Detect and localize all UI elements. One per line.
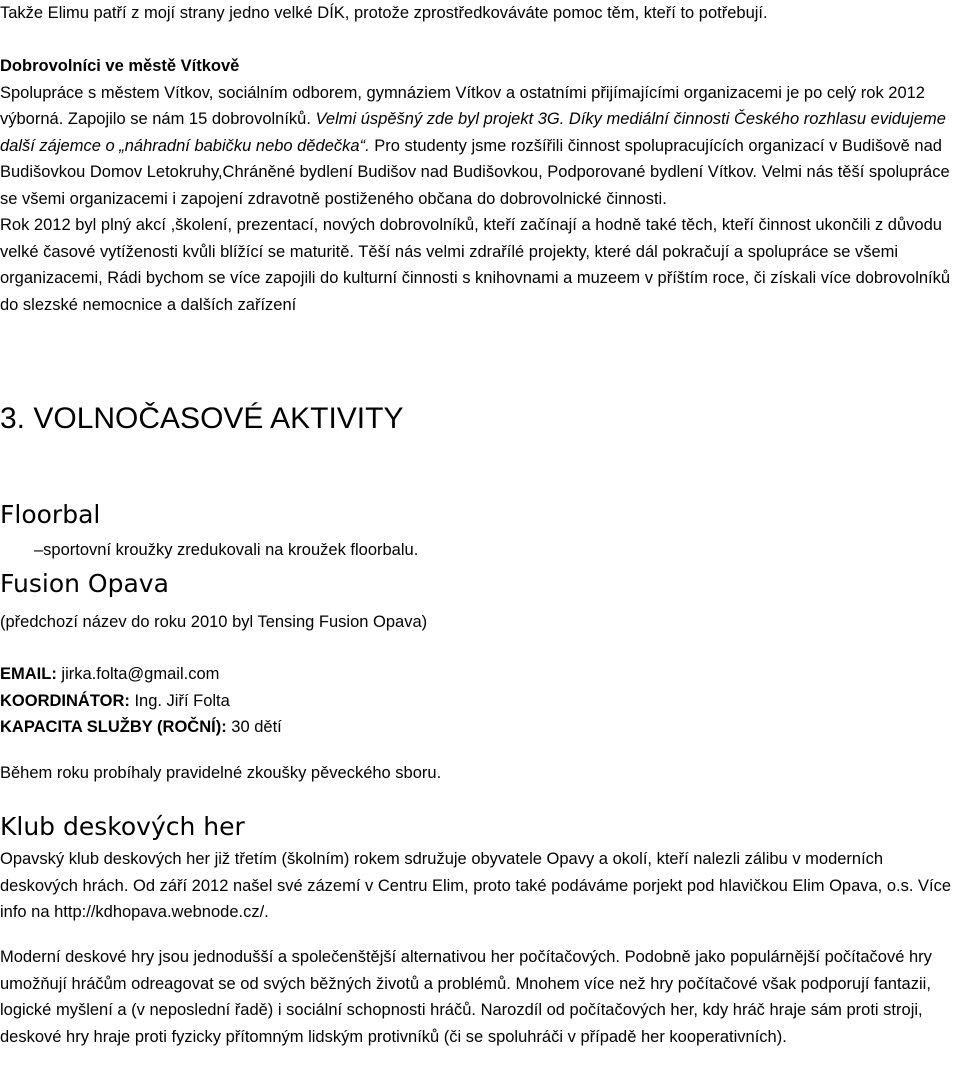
intro-thanks: Takže Elimu patří z mojí strany jedno velké DÍK, protože zprostředkováváte pomoc těm, kteří to potřebují.: [0, 4, 768, 22]
volunteers-text-1: Spolupráce s městem Vítkov, sociálním odborem, gymnáziem Vítkov a ostatními přijímajícími organizacemi je po celý rok 2012 výborná. Zapojilo se nám 15 dobrovolníků.: [0, 83, 925, 128]
floorbal-text: –sportovní kroužky zredukovali na kroužek floorbalu.: [34, 541, 419, 559]
fusion-rehearsals: Během roku probíhaly pravidelné zkoušky pěveckého sboru.: [0, 764, 442, 782]
fusion-email-line: [0, 661, 955, 688]
email-value: jirka.folta@gmail.com: [56, 665, 220, 683]
email-label: EMAIL:: [0, 665, 57, 683]
volunteers-body: [0, 80, 955, 213]
fusion-contact: [0, 661, 955, 741]
capacity-label: KAPACITA SLUŽBY (ROČNÍ):: [0, 718, 227, 736]
floorbal-heading: Floorbal: [0, 500, 101, 529]
klub-paragraph-2: Moderní deskové hry jsou jednodušší a společenštější alternativou her počítačových. Podobně jako populárnější počítačové hry umožňují hráčům odreagovat se od svých běžných životů a problémů. Mnohem více než hry počítačové však podporují fantazii, logické myšlení a (v neposlední řadě) i sociální schopnosti hráčů. Narozdíl od počítačových her, kdy hráč hraje sám proti stroji, deskové hry hraje proti fyzicky přítomným lidským protivníků (či se spoluhráči v případě her kooperativních).: [0, 948, 932, 1046]
fusion-heading: Fusion Opava: [0, 569, 169, 598]
klub-heading: Klub deskových her: [0, 812, 245, 841]
volunteers-section: [0, 53, 955, 318]
volunteers-heading: Dobrovolníci ve městě Vítkově: [0, 57, 240, 75]
volunteers-text-3: Pro studenty jsme rozšířili činnost spolupracujících organizací v Budišově nad Budišovkou Domov Letokruhy,Chráněné bydlení Budišov nad Budišovkou, Podporované bydlení Vítkov. Velmi nás těší spolupráce se všemi organizacemi i zapojení zdravotně postiženého občana do dobrovolnické činnosti.: [0, 136, 950, 208]
volunteers-year-summary: Rok 2012 byl plný akcí ,školení, prezentací, nových dobrovolníků, kteří začínají a hodně také těch, kteří činnost ukončili z důvodu velké časové vytíženosti kvůli blížící se maturitě. Těší nás velmi zdrařílé projekty, které dál pokračují a spolupráce se všemi organizacemi, Rádi bychom se více zapojili do kulturní činnosti s knihovnami a muzeem v příštím roce, či získali více dobrovolníků do slezské nemocnice a dalších zařízení: [0, 216, 951, 314]
coordinator-label: KOORDINÁTOR:: [0, 691, 130, 710]
volunteers-text-2: Velmi úspěšný zde byl projekt 3G. Díky mediální činnosti Českého rozhlasu evidujeme další zájemce o „náhradní babičku nebo dědečka“.: [0, 110, 946, 155]
section-title: 3. VOLNOČASOVÉ AKTIVITY: [0, 402, 404, 435]
klub-paragraph-1: Opavský klub deskových her již třetím (školním) rokem sdružuje obyvatele Opavy a okolí, kteří nalezli zálibu v moderních deskových hrách. Od září 2012 našel své zázemí v Centru Elim, proto také podáváme porjekt pod hlavičkou Elim Opava, o.s. Více info na http://kdhopava.webnode.cz/.: [0, 850, 952, 921]
fusion-former-name: (předchozí název do roku 2010 byl Tensing Fusion Opava): [0, 613, 428, 631]
capacity-value: 30 dětí: [226, 718, 282, 736]
coordinator-value: Ing. Jiří Folta: [129, 691, 230, 710]
fusion-coordinator-line: [0, 688, 955, 715]
fusion-capacity-line: [0, 714, 955, 741]
